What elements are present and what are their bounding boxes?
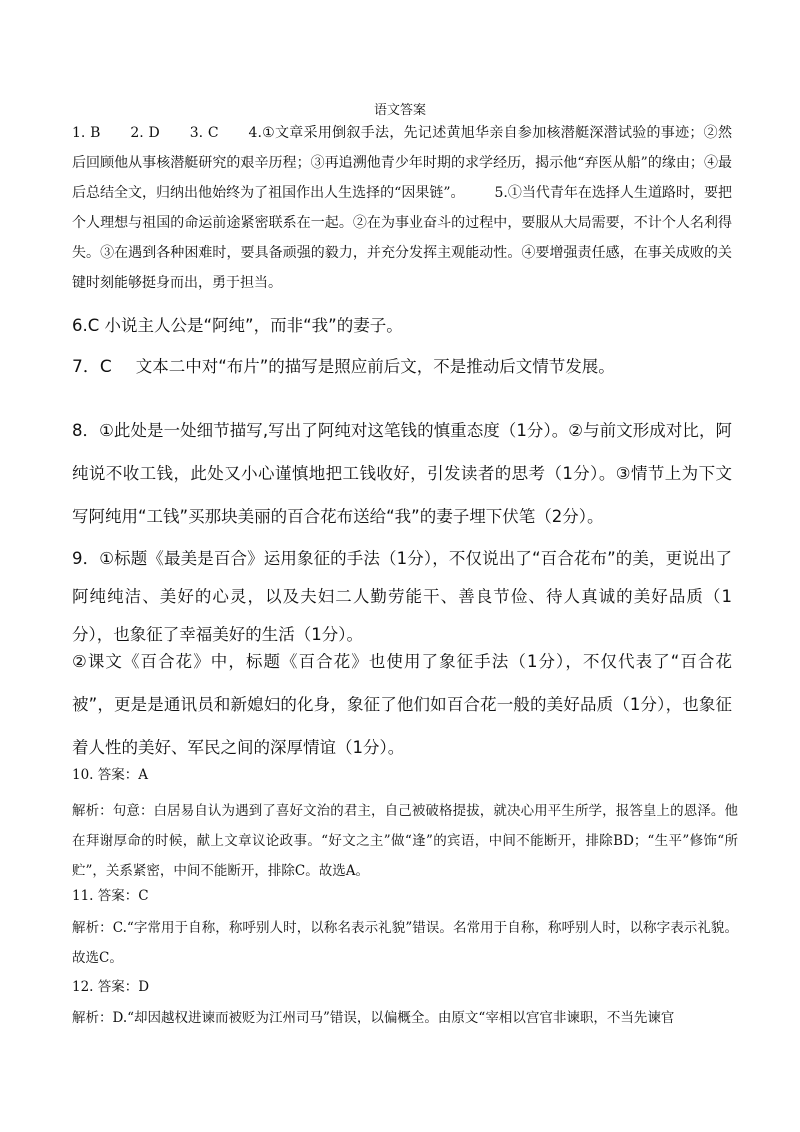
answer-q11: 11. 答案：C	[72, 888, 149, 904]
answer-q9-part1: 9．①标题《最美是百合》运用象征的手法（1分），不仅说出了“百合花布”的美，更说出了阿纯纯洁、美好的心灵，以及夫妇二人勤劳能干、善良节俭、待人真诚的美好品质（1分），也象征了幸福美好的生活（1分）。	[72, 549, 732, 644]
answers-1-5	[72, 118, 732, 298]
answer-q9-part2: ②课文《百合花》中，标题《百合花》也使用了象征手法（1分），不仅代表了“百合花被”，更是是通讯员和新媳妇的化身，象征了他们如百合花一般的美好品质（1分），也象征着人性的美好、军民之间的深厚情谊（1分）。	[72, 652, 732, 757]
analysis-q12: 解析：D.“却因越权进谏而被贬为江州司马”错误，以偏概全。由原文“宰相以宫官非谏职，不当先谏官	[72, 1010, 675, 1026]
answer-q7-label: 7．C	[72, 357, 112, 377]
answer-q1: 1. B	[72, 125, 101, 141]
answer-q7-text: 文本二中对“布片”的描写是照应前后文，不是推动后文情节发展。	[135, 357, 615, 376]
section-1-answers	[72, 118, 732, 298]
answer-q5-label: 5.	[494, 185, 508, 201]
answer-q3: 3. C	[189, 125, 219, 141]
answer-q4-text: ①文章采用倒叙手法，先记述黄旭华亲自参加核潜艇深潜试验的事迹；②然后回顾他从事核潜艇研究的艰辛历程；③再追溯他青少年时期的求学经历，揭示他“弃医从船”的缘由；④最后总结全文，归纳出他始终为了祖国作出人生选择的“因果链”。	[72, 125, 732, 201]
answer-q4-label: 4.	[248, 125, 262, 141]
answer-q6: 6.C 小说主人公是“阿纯”，而非“我”的妻子。	[72, 316, 403, 335]
page-title: 语文答案	[373, 103, 426, 118]
answer-q5-text: ①当代青年在选择人生道路时，要把个人理想与祖国的命运前途紧密联系在一起。②在为事业奋斗的过程中，要服从大局需要，不计个人名利得失。③在遇到各种困难时，要具备顽强的毅力，并充分发挥主观能动性。④要增强责任感，在事关成败的关键时刻能够挺身而出，勇于担当。	[72, 185, 732, 291]
answer-q8: 8．①此处是一处细节描写,写出了阿纯对这笔钱的慎重态度（1分）。②与前文形成对比，阿纯说不收工钱，此处又小心谨慎地把工钱收好，引发读者的思考（1分）。③情节上为下文写阿纯用“工钱”买那块美丽的百合花布送给“我”的妻子埋下伏笔（2分）。	[72, 421, 732, 526]
answer-q2: 2. D	[130, 125, 160, 141]
analysis-q10: 解析：句意：白居易自认为遇到了喜好文治的君主，自己被破格提拔，就决心用平生所学，报答皇上的恩泽。他在拜谢厚命的时候，献上文章议论政事。“好文之主”做“逢”的宾语，中间不能断开，排除BD；“生平”修饰“所贮”，关系紧密，中间不能断开，排除C。故选A。	[72, 803, 738, 879]
answer-q12: 12. 答案：D	[72, 979, 150, 995]
answer-q7	[72, 346, 732, 388]
analysis-q11: 解析：C.“字常用于自称，称呼别人时，以称名表示礼貌”错误。名常用于自称，称呼别人时，以称字表示礼貌。故选C。	[72, 920, 738, 966]
answer-q10: 10. 答案：A	[72, 767, 149, 783]
